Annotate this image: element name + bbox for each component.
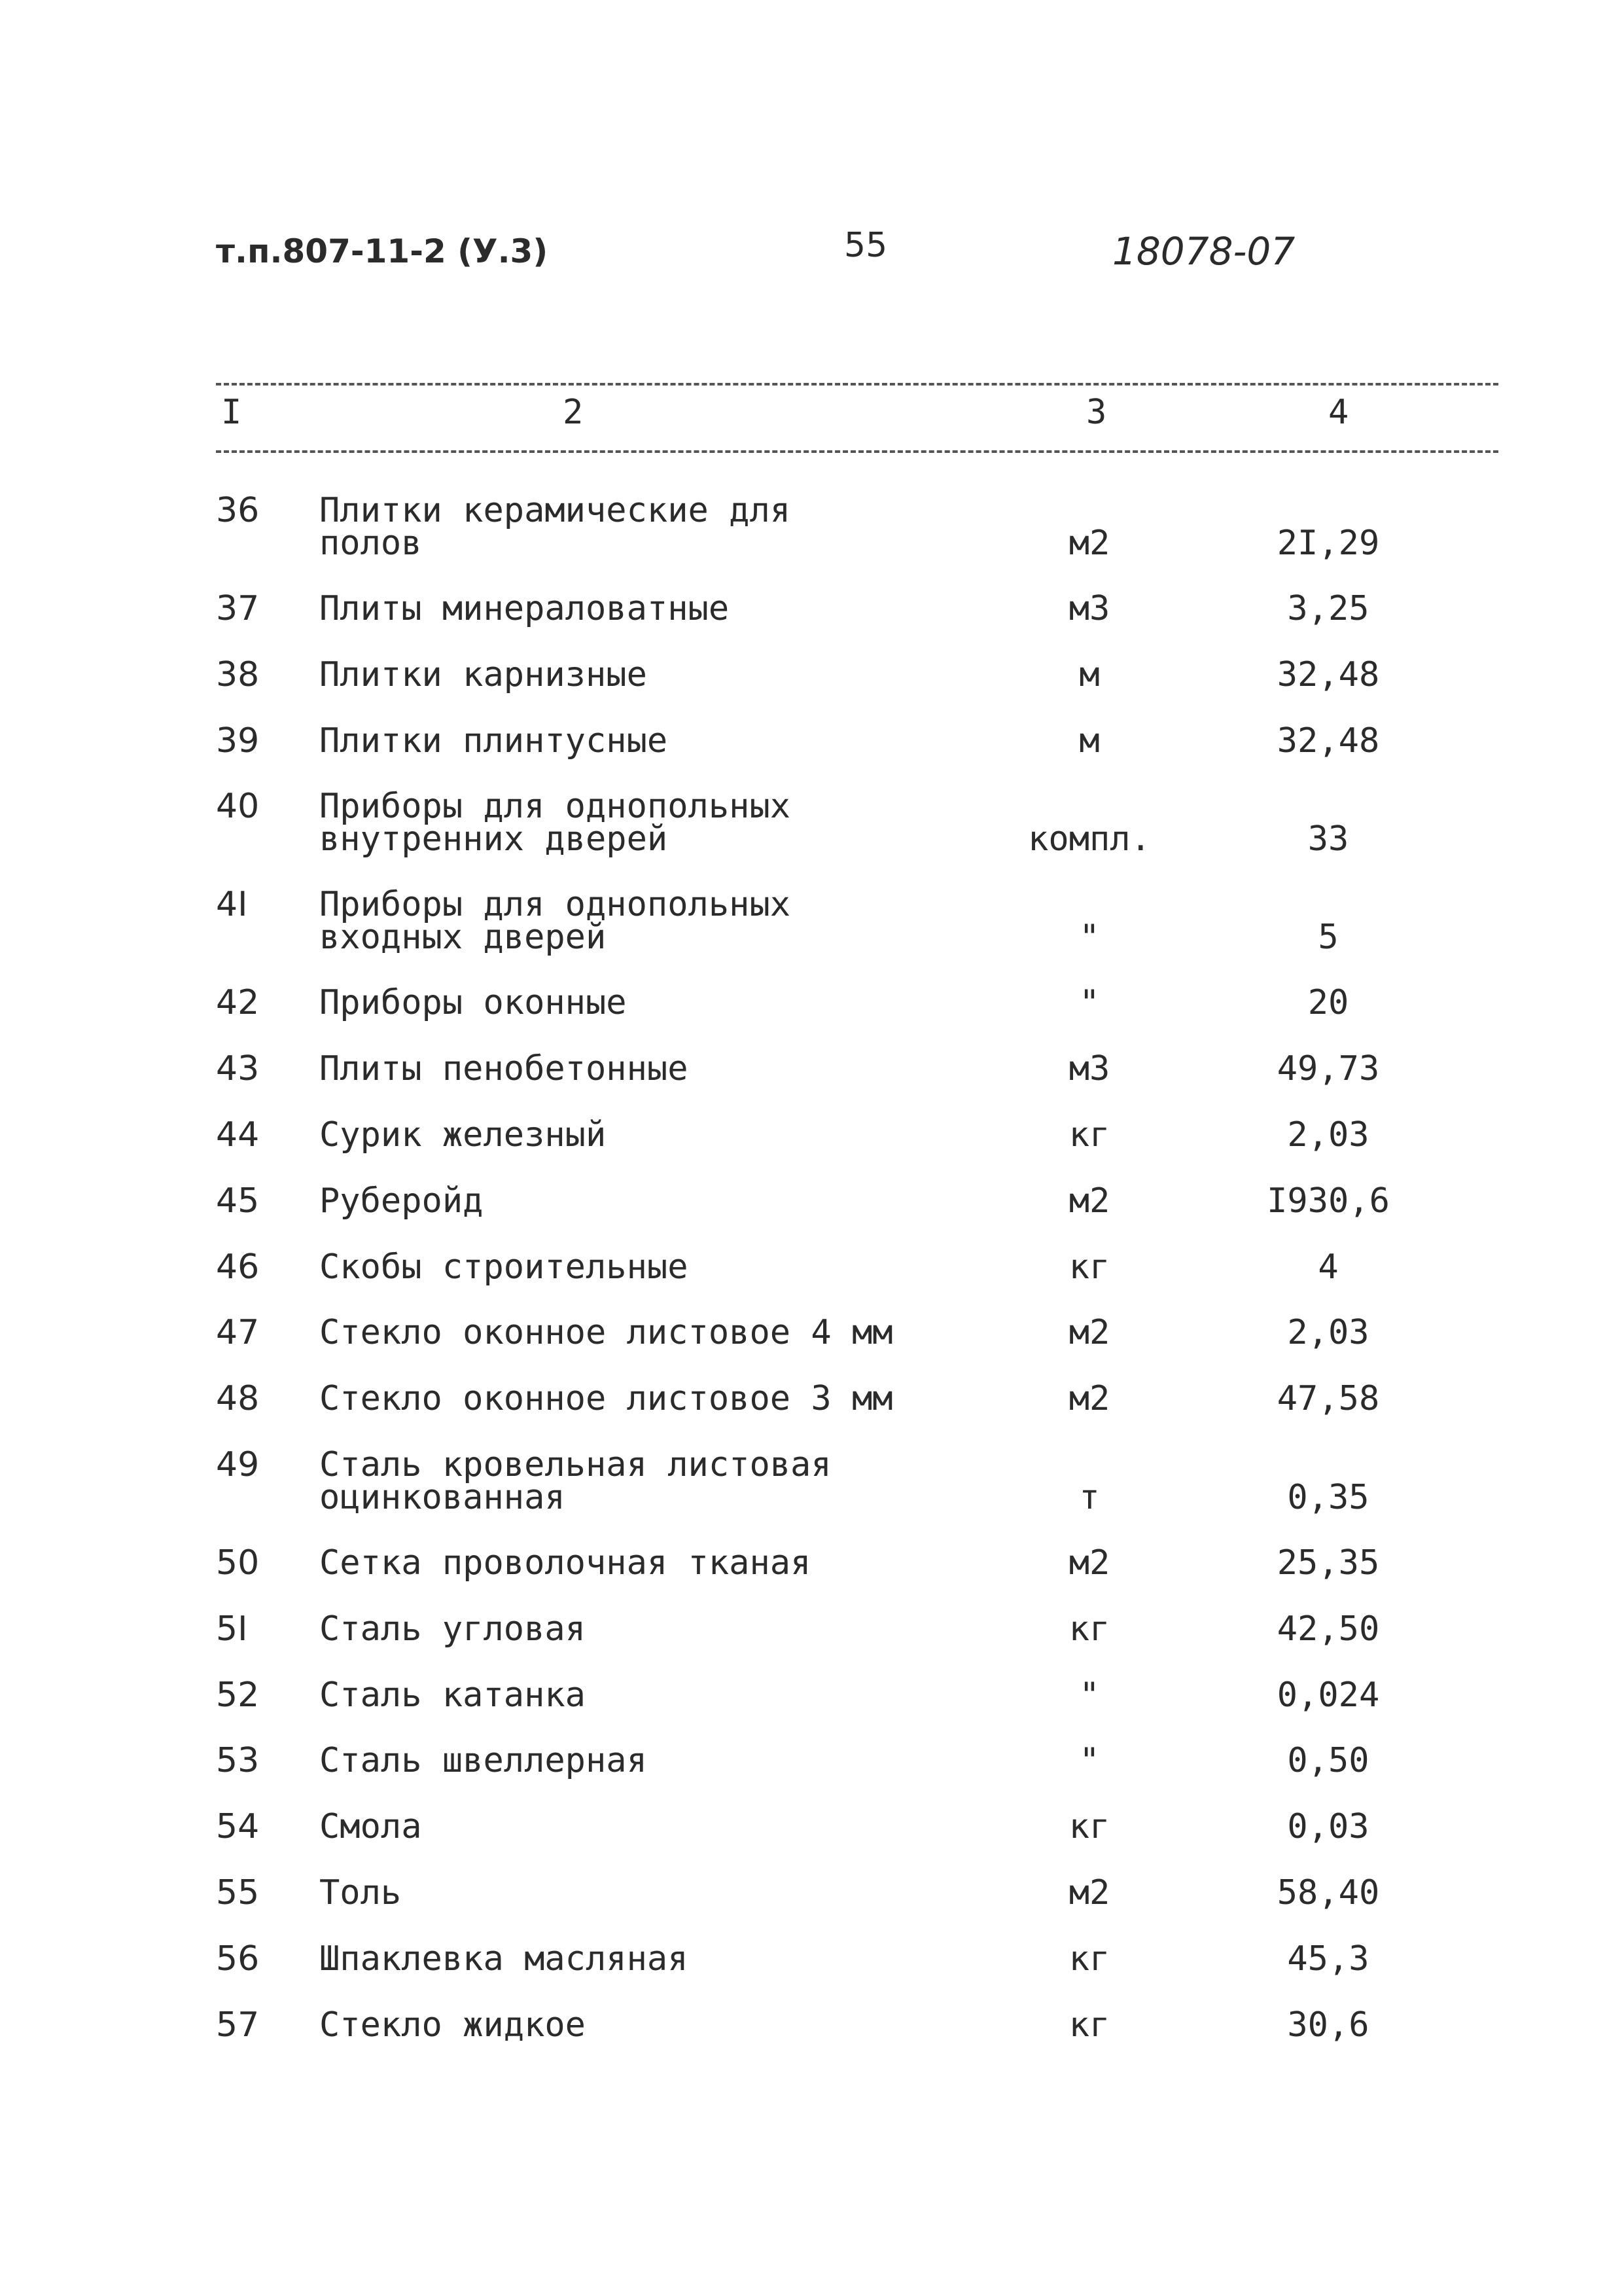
row-number: 4I bbox=[216, 885, 248, 925]
table-top-rule bbox=[216, 383, 1498, 386]
row-number: 47 bbox=[216, 1313, 260, 1353]
row-number: 37 bbox=[216, 589, 260, 628]
quantity: 4 bbox=[1318, 1247, 1339, 1287]
quantity: 0,50 bbox=[1287, 1741, 1369, 1781]
unit-of-measure: м2 bbox=[1068, 1181, 1110, 1221]
quantity: 30,6 bbox=[1287, 2005, 1369, 2045]
material-name: Стекло оконное листовое 3 мм bbox=[319, 1379, 893, 1419]
unit-of-measure: м bbox=[1079, 655, 1100, 694]
row-number: 53 bbox=[216, 1741, 260, 1781]
row-number: 5I bbox=[216, 1609, 248, 1649]
unit-of-measure: м bbox=[1079, 721, 1100, 761]
quantity: 5 bbox=[1318, 918, 1339, 958]
material-name: Толь bbox=[319, 1873, 402, 1912]
unit-of-measure: кг bbox=[1068, 1115, 1110, 1155]
row-number: 57 bbox=[216, 2005, 260, 2045]
material-name: Скобы строительные bbox=[319, 1247, 688, 1287]
unit-of-measure: м2 bbox=[1068, 1543, 1110, 1583]
unit-of-measure: " bbox=[1079, 1675, 1100, 1715]
row-number: 50 bbox=[216, 1543, 260, 1583]
unit-of-measure: м2 bbox=[1068, 1379, 1110, 1419]
column-header-4: 4 bbox=[1328, 393, 1349, 432]
row-number: 52 bbox=[216, 1675, 260, 1715]
unit-of-measure: м2 bbox=[1068, 1313, 1110, 1353]
quantity: 49,73 bbox=[1277, 1049, 1380, 1089]
column-header-3: 3 bbox=[1086, 393, 1107, 432]
quantity: 25,35 bbox=[1277, 1543, 1380, 1583]
table-header-rule bbox=[216, 450, 1498, 453]
unit-of-measure: кг bbox=[1068, 1609, 1110, 1649]
material-name: Приборы для однопольных внутренних дверей bbox=[319, 787, 791, 859]
quantity: 2I,29 bbox=[1277, 524, 1380, 563]
material-name: Стекло жидкое bbox=[319, 2005, 586, 2045]
row-number: 49 bbox=[216, 1445, 260, 1484]
material-name: Приборы оконные bbox=[319, 983, 627, 1023]
row-number: 56 bbox=[216, 1939, 260, 1979]
unit-of-measure: кг bbox=[1068, 1939, 1110, 1979]
row-number: 43 bbox=[216, 1049, 260, 1089]
row-number: 45 bbox=[216, 1181, 260, 1221]
row-number: 48 bbox=[216, 1379, 260, 1419]
page-number: 55 bbox=[844, 226, 888, 265]
unit-of-measure: кг bbox=[1068, 1807, 1110, 1847]
quantity: 45,3 bbox=[1287, 1939, 1369, 1979]
quantity: 42,50 bbox=[1277, 1609, 1380, 1649]
row-number: 38 bbox=[216, 655, 260, 694]
row-number: 44 bbox=[216, 1115, 260, 1155]
quantity: 2,03 bbox=[1287, 1115, 1369, 1155]
row-number: 46 bbox=[216, 1247, 260, 1287]
document-code: т.п.807-11-2 (У.3) bbox=[216, 232, 548, 270]
unit-of-measure: кг bbox=[1068, 2005, 1110, 2045]
unit-of-measure: " bbox=[1079, 983, 1100, 1023]
quantity: 0,03 bbox=[1287, 1807, 1369, 1847]
material-name: Плитки карнизные bbox=[319, 655, 647, 694]
row-number: 55 bbox=[216, 1873, 260, 1912]
quantity: 47,58 bbox=[1277, 1379, 1380, 1419]
row-number: 39 bbox=[216, 721, 260, 761]
material-name: Сурик железный bbox=[319, 1115, 607, 1155]
material-name: Смола bbox=[319, 1807, 422, 1847]
material-name: Плитки плинтусные bbox=[319, 721, 668, 761]
quantity: 33 bbox=[1307, 819, 1349, 859]
material-name: Плитки керамические для полов bbox=[319, 491, 791, 563]
material-name: Шпаклевка масляная bbox=[319, 1939, 688, 1979]
unit-of-measure: компл. bbox=[1028, 819, 1151, 859]
material-name: Стекло оконное листовое 4 мм bbox=[319, 1313, 893, 1353]
unit-of-measure: м2 bbox=[1068, 1873, 1110, 1912]
material-name: Руберойд bbox=[319, 1181, 484, 1221]
material-name: Сетка проволочная тканая bbox=[319, 1543, 811, 1583]
material-name: Плиты минераловатные bbox=[319, 589, 730, 628]
material-name: Сталь угловая bbox=[319, 1609, 586, 1649]
unit-of-measure: кг bbox=[1068, 1247, 1110, 1287]
quantity: 32,48 bbox=[1277, 655, 1380, 694]
unit-of-measure: м2 bbox=[1068, 524, 1110, 563]
row-number: 40 bbox=[216, 787, 260, 827]
unit-of-measure: " bbox=[1079, 918, 1100, 958]
material-name: Сталь швеллерная bbox=[319, 1741, 647, 1781]
material-name: Сталь кровельная листовая оцинкованная bbox=[319, 1445, 832, 1517]
material-name: Плиты пенобетонные bbox=[319, 1049, 688, 1089]
quantity: I930,6 bbox=[1267, 1181, 1390, 1221]
quantity: 3,25 bbox=[1287, 589, 1369, 628]
unit-of-measure: т bbox=[1079, 1478, 1100, 1517]
unit-of-measure: м3 bbox=[1068, 1049, 1110, 1089]
quantity: 0,024 bbox=[1277, 1675, 1380, 1715]
column-header-1: I bbox=[221, 393, 242, 432]
quantity: 32,48 bbox=[1277, 721, 1380, 761]
row-number: 54 bbox=[216, 1807, 260, 1847]
row-number: 36 bbox=[216, 491, 260, 530]
material-name: Приборы для однопольных входных дверей bbox=[319, 885, 791, 958]
quantity: 20 bbox=[1307, 983, 1349, 1023]
unit-of-measure: " bbox=[1079, 1741, 1100, 1781]
inventory-number: 18078-07 bbox=[1112, 229, 1296, 274]
quantity: 2,03 bbox=[1287, 1313, 1369, 1353]
quantity: 0,35 bbox=[1287, 1478, 1369, 1517]
unit-of-measure: м3 bbox=[1068, 589, 1110, 628]
row-number: 42 bbox=[216, 983, 260, 1023]
column-header-2: 2 bbox=[563, 393, 584, 432]
quantity: 58,40 bbox=[1277, 1873, 1380, 1912]
material-name: Сталь катанка bbox=[319, 1675, 586, 1715]
